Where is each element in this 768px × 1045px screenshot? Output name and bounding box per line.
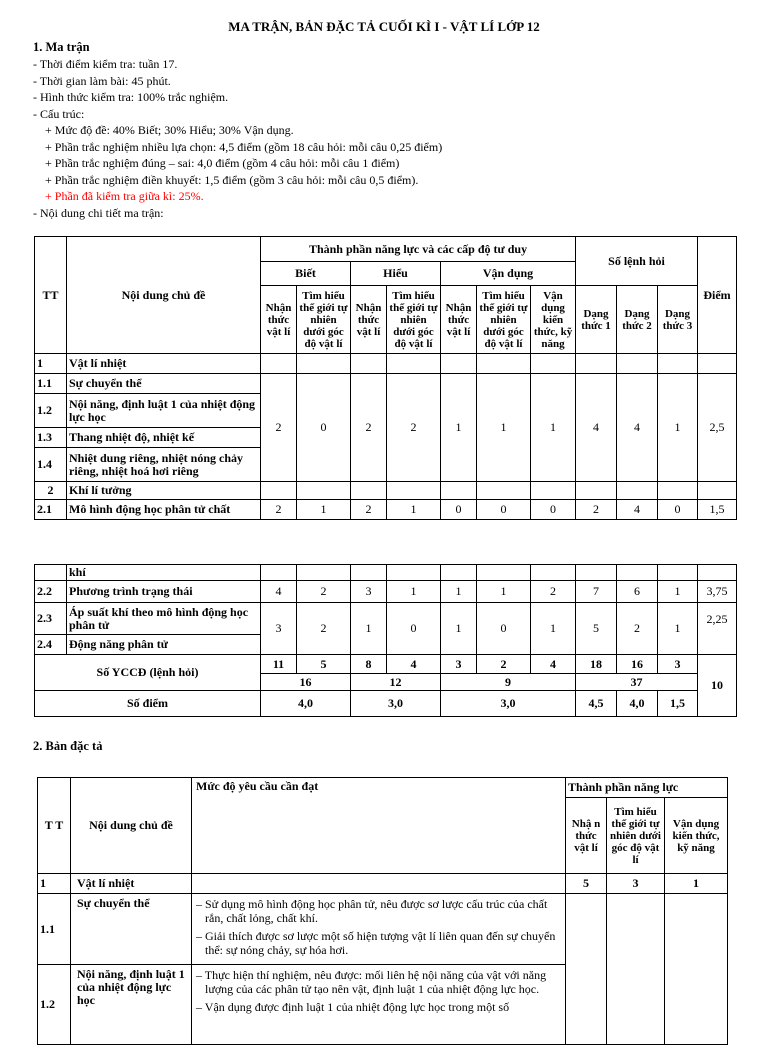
score-vandung: 3,0 [441,691,576,717]
cell-total: 4 [387,655,441,674]
row-tt: 1 [35,354,67,374]
requirement-item: – Giải thích được sơ lược một số hiện tượng vật lí liên quan đến sự chuyển thể: sự nóng chảy, sự hóa hơi. [196,929,556,957]
header-tt: TT [35,237,67,354]
cell-value: 1 [658,581,698,603]
header-dang-thuc-1: Dạng thức 1 [576,286,617,354]
cell-value: 4 [576,374,617,482]
row-tt: 1 [38,874,71,894]
row-topic: Phương trình trạng thái [67,581,261,603]
cell-value: 0 [297,374,351,482]
cell-total: 18 [576,655,617,674]
table-row [35,354,737,374]
spec-header-nhan-thuc: Nhậ n thức vật lí [566,798,607,874]
spec-header-tim-hieu: Tìm hiểu thế giới tự nhiên dưới góc độ vật lí [607,798,665,874]
sum-questions: 37 [576,674,698,691]
cell-value: 1 [351,603,387,655]
cell-value: 2 [351,500,387,520]
row-topic: khí [67,565,261,581]
requirement-text [192,894,566,965]
cell-value: 2 [297,581,351,603]
cell-value: 5 [566,874,607,894]
cell-value: 1 [477,374,531,482]
info-line: + Phần trắc nghiệm đúng – sai: 4,0 điểm (gồm 4 câu hỏi: mỗi câu 1 điểm) [45,156,400,170]
row-tt: 1.1 [38,894,71,965]
diem-label: Số điểm [35,691,261,717]
cell-score: 3,75 [698,581,737,603]
info-line: + Mức độ đề: 40% Biết; 30% Hiểu; 30% Vận dụng. [45,123,294,137]
row-topic: Nội năng, định luật 1 của nhiệt động lực học [71,965,192,1045]
row-topic: Nhiệt dung riêng, nhiệt nóng chảy riêng, nhiệt hoá hơi riêng [67,448,261,482]
cell-value: 2 [261,374,297,482]
table-row [38,894,728,965]
header-dang-thuc-2: Dạng thức 2 [617,286,658,354]
row-topic: Nội năng, định luật 1 của nhiệt động lực học [67,394,261,428]
cell-value: 0 [477,603,531,655]
row-topic: Vật lí nhiệt [67,354,261,374]
spec-header-competency: Thành phần năng lực [566,778,728,798]
row-topic: Mô hình động học phân tử chất [67,500,261,520]
cell-value: 1 [387,581,441,603]
cell-value: 2 [297,603,351,655]
cell-value: 1 [441,603,477,655]
spec-header-van-dung: Vận dụng kiến thức, kỹ năng [665,798,728,874]
cell-value: 2 [261,500,297,520]
cell-value: 1 [297,500,351,520]
score-biet: 4,0 [261,691,351,717]
score-hieu: 3,0 [351,691,441,717]
info-line: + Phần trắc nghiệm điền khuyết: 1,5 điểm (gồm 3 câu hỏi: mỗi câu 0,5 điểm). [45,172,419,187]
cell-total: 5 [297,655,351,674]
table-row-scores [35,691,737,717]
row-topic: Khí lí tưởng [67,482,261,500]
cell-total: 11 [261,655,297,674]
cell-value: 1 [531,374,576,482]
spec-table [37,777,728,1045]
cell-value: 1 [531,603,576,655]
cell-value: 3 [351,581,387,603]
cell-total: 3 [658,655,698,674]
section-heading-matrix: 1. Ma trận [33,40,90,54]
page-title: MA TRẬN, BẢN ĐẶC TẢ CUỐI KÌ I - VẬT LÍ LỚP 12 [228,19,540,34]
exam-info [33,56,753,221]
matrix-table [34,236,737,520]
score-dang-2: 4,0 [617,691,658,717]
cell-value: 1 [658,374,698,482]
table-row [35,482,737,500]
header-van-dung-kt: Vận dụng kiến thức, kỹ năng [531,286,576,354]
table-row-totals [35,655,737,674]
row-topic: Áp suất khí theo mô hình động học phân tử [67,603,261,635]
header-tim-hieu: Tìm hiểu thế giới tự nhiên dưới góc độ vật lí [477,286,531,354]
info-line-highlight: + Phần đã kiểm tra giữa kì: 25%. [45,189,204,203]
cell-value: 2 [387,374,441,482]
table-row [35,374,737,394]
cell-total: 4 [531,655,576,674]
requirement-item: – Sử dụng mô hình động học phân tử, nêu được sơ lược cấu trúc của chất rắn, chất lỏng, chất khí. [196,897,548,925]
cell-value: 0 [387,603,441,655]
cell-value: 4 [617,374,658,482]
cell-score: 1,5 [698,500,737,520]
header-tim-hieu: Tìm hiểu thế giới tự nhiên dưới góc độ vật lí [387,286,441,354]
sum-hieu: 12 [351,674,441,691]
cell-value: 0 [477,500,531,520]
row-tt: 2.2 [35,581,67,603]
info-line: - Nội dung chi tiết ma trận: [33,205,164,220]
row-topic: Thang nhiệt độ, nhiệt kế [67,428,261,448]
row-tt: 1.2 [38,965,71,1045]
cell-value: 1 [441,374,477,482]
yccd-label: Số YCCĐ (lệnh hỏi) [35,655,261,691]
score-dang-3: 1,5 [658,691,698,717]
cell-value: 2 [617,603,658,655]
cell-value: 3 [261,603,297,655]
info-line: + Phần trắc nghiệm nhiều lựa chọn: 4,5 điểm (gồm 18 câu hỏi: mỗi câu 0,25 điểm) [45,139,443,154]
spec-header-topic: Nội dung chủ đề [71,778,192,874]
cell-score: 2,5 [698,374,737,482]
cell-total: 8 [351,655,387,674]
cell-value: 6 [617,581,658,603]
spec-header-requirement: Mức độ yêu cầu cần đạt [192,778,566,874]
table-row [35,581,737,603]
table-row [38,874,728,894]
header-question-count: Số lệnh hỏi [576,237,698,286]
row-tt: 2.4 [35,635,67,655]
cell-value: 7 [576,581,617,603]
cell-value: 3 [607,874,665,894]
requirement-item: – Thực hiện thí nghiệm, nêu được: mối liên hệ nội năng của vật với năng lượng của các phân tử tạo nên vật, định luật 1 của nhiệt động lực học. [196,968,547,996]
sum-biet: 16 [261,674,351,691]
cell-value: 0 [658,500,698,520]
cell-value: 1 [441,581,477,603]
sum-vandung: 9 [441,674,576,691]
header-topic: Nội dung chủ đề [67,237,261,354]
row-tt: 1.3 [35,428,67,448]
header-nhan-thuc: Nhận thức vật lí [441,286,477,354]
spec-header-tt: T T [38,778,71,874]
section-heading-spec: 2. Bản đặc tả [33,739,103,753]
cell-total: 3 [441,655,477,674]
header-competency: Thành phần năng lực và các cấp độ tư duy [261,237,576,262]
score-dang-1: 4,5 [576,691,617,717]
row-topic: Động năng phân tử [67,635,261,655]
matrix-table-continued [34,564,737,717]
info-line: - Hình thức kiểm tra: 100% trắc nghiệm. [33,90,229,104]
header-hieu: Hiểu [351,262,441,286]
cell-score: 2,25 [698,603,737,655]
cell-value: 0 [531,500,576,520]
cell-value: 4 [617,500,658,520]
row-tt: 1.2 [35,394,67,428]
row-topic: Sự chuyển thể [67,374,261,394]
total-score: 10 [698,655,737,717]
row-tt: 1.1 [35,374,67,394]
row-tt: 1.4 [35,448,67,482]
cell-value: 1 [387,500,441,520]
cell-value: 1 [658,603,698,655]
row-tt: 2 [35,482,67,500]
info-line: - Cấu trúc: [33,106,85,121]
cell-value: 1 [665,874,728,894]
info-line: - Thời điểm kiểm tra: tuần 17. [33,57,178,71]
cell-value: 5 [576,603,617,655]
table-row [35,500,737,520]
cell-value: 0 [441,500,477,520]
cell-total: 2 [477,655,531,674]
row-tt: 2.1 [35,500,67,520]
header-nhan-thuc: Nhận thức vật lí [351,286,387,354]
header-biet: Biết [261,262,351,286]
cell-total: 16 [617,655,658,674]
info-line: - Thời gian làm bài: 45 phút. [33,73,171,88]
row-topic: Vật lí nhiệt [71,874,192,894]
row-tt: 2.3 [35,603,67,635]
header-nhan-thuc: Nhận thức vật lí [261,286,297,354]
header-dang-thuc-3: Dạng thức 3 [658,286,698,354]
cell-value: 2 [531,581,576,603]
cell-value: 2 [351,374,387,482]
table-row [35,603,737,635]
requirement-item: – Vận dụng được định luật 1 của nhiệt động lực học trong một số [196,1000,510,1014]
table-row [35,565,737,581]
cell-value: 2 [576,500,617,520]
requirement-text [192,965,566,1045]
header-score: Điểm [698,237,737,354]
header-vandung: Vận dụng [441,262,576,286]
cell-value: 4 [261,581,297,603]
row-topic: Sự chuyển thể [71,894,192,965]
cell-value: 1 [477,581,531,603]
header-tim-hieu: Tìm hiểu thế giới tự nhiên dưới góc độ vật lí [297,286,351,354]
